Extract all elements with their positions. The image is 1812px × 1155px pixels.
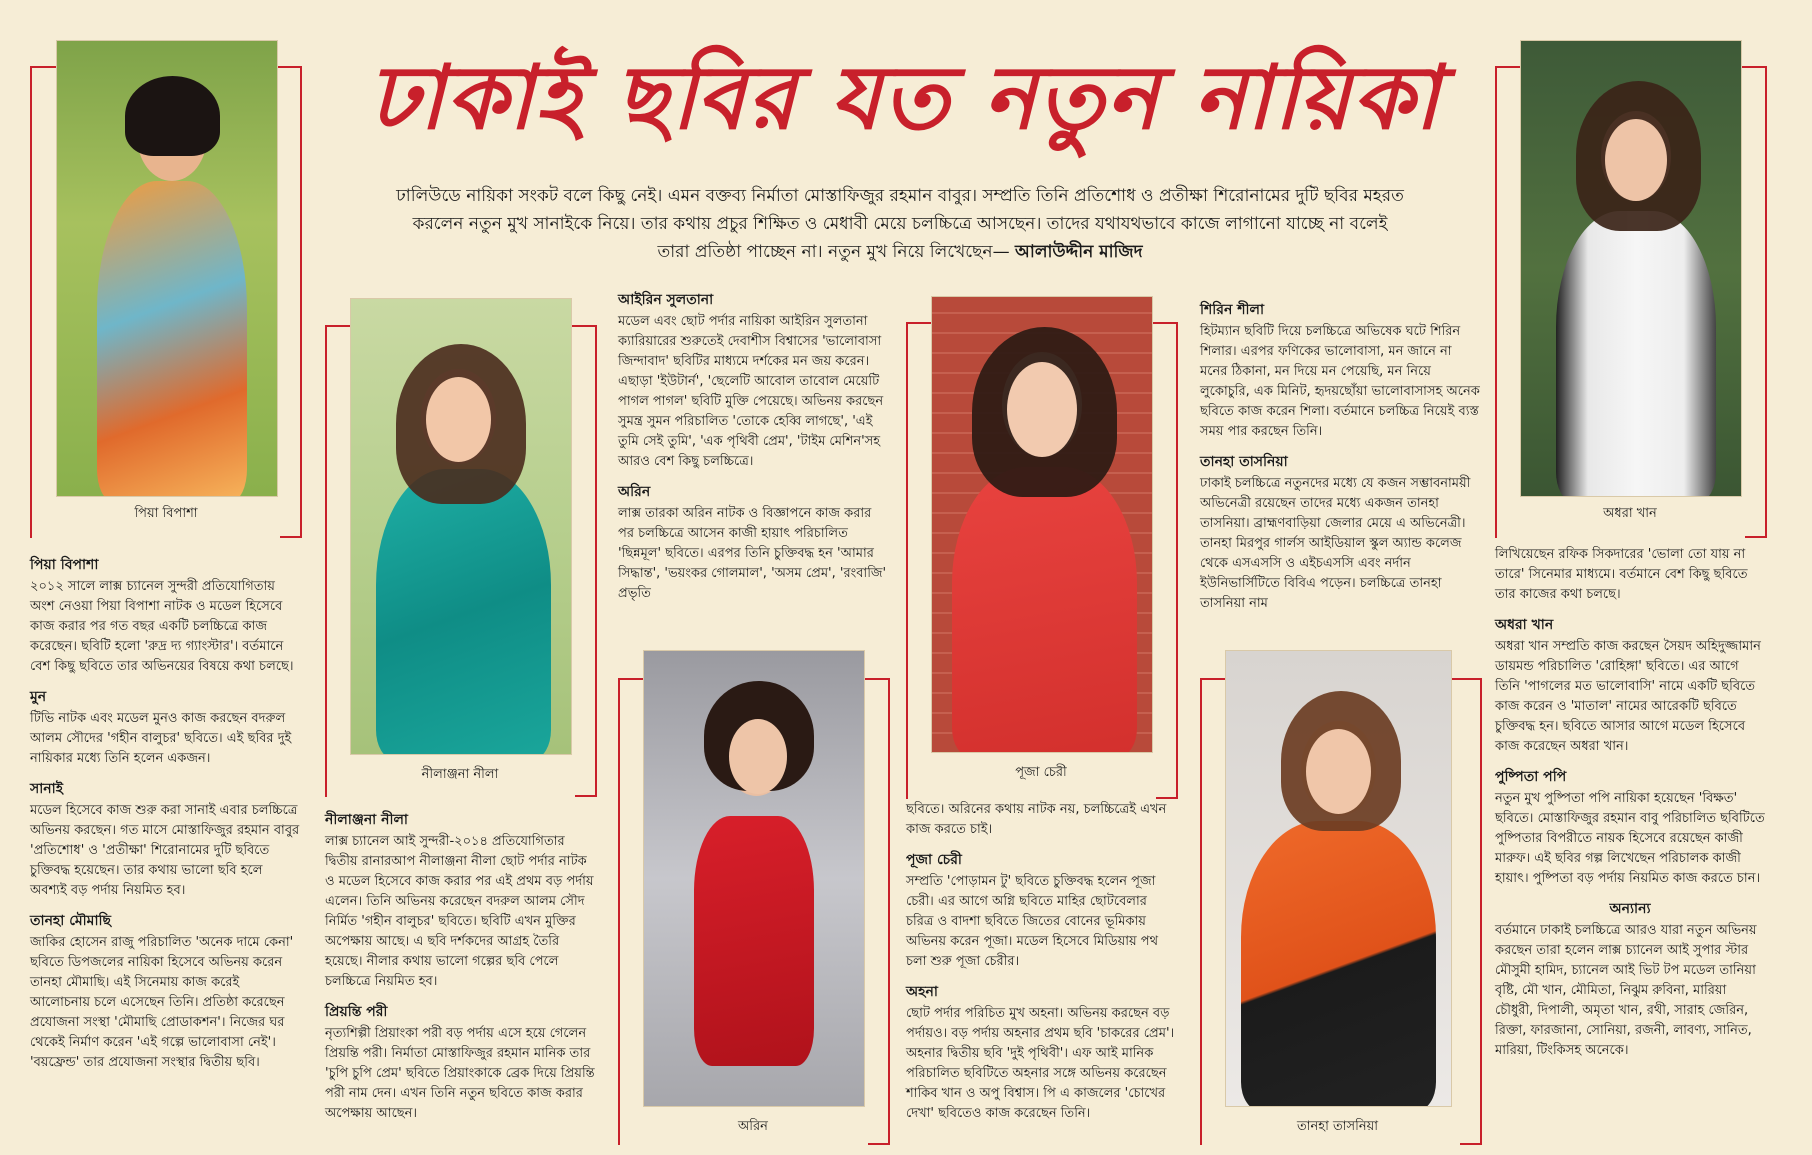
- article-title: আইরিন সুলতানা: [618, 292, 714, 308]
- column-3: [618, 280, 888, 610]
- article-body: মডেল হিসেবে কাজ শুরু করা সানাই এবার চলচ্চিত্রে অভিনয় করছেন। গত মাসে মোস্তাফিজুর রহমান বাবুর 'প্রতিশোধ' ও 'প্রতীক্ষা' শিরোনামের দুটি ছবিতে চুক্তিবদ্ধ হয়েছেন। তার কথায় ভালো ছবি হলে অবশ্যই বড় পর্দায় নিয়মিত হব।: [30, 803, 300, 898]
- column-1: [30, 545, 300, 1079]
- article-body: নতুন মুখ পুষ্পিতা পপি নায়িকা হয়েছেন 'বিক্ষত' ছবিতে। মোস্তাফিজুর রহমান বাবু পরিচালিত ছবিটিতে পুষ্পিতার বিপরীতে নায়ক হিসেবে রয়েছেন কাজী মারুফ। এই ছবির গল্প লিখেছেন পরিচালক কাজী হায়াৎ। পুষ্পিতা বড় পর্দায় নিয়মিত কাজ করতে চান।: [1495, 791, 1765, 886]
- photo-nilanjana: [350, 298, 572, 755]
- article-body: জাকির হোসেন রাজু পরিচালিত 'অনেক দামে কেনা' ছবিতে ডিপজলের নায়িকা হিসেবে অভিনয় করেন তানহা মৌমাছি। এই সিনেমায় কাজ করেই আলোচনায় চলে এসেছেন তিনি। প্রতিষ্ঠা করেছেন প্রযোজনা সংস্থা 'মৌমাছি প্রোডাকশন'। নিজের ঘর থেকেই নির্মাণ করেন 'এই গল্পে ভালোবাসা নেই'। 'বয়ফ্রেন্ড' তার প্রযোজনা সংস্থার দ্বিতীয় ছবি।: [30, 935, 294, 1070]
- intro-text: ঢালিউডে নায়িকা সংকট বলে কিছু নেই। এমন বক্তব্য নির্মাতা মোস্তাফিজুর রহমান বাবুর। সম্প্রতি তিনি প্রতিশোধ ও প্রতীক্ষা শিরোনামের দুটি ছবির মহরত করলেন নতুন মুখ সানাইকে নিয়ে। তার কথায় প্রচুর শিক্ষিত ও মেধাবী মেয়ে চলচ্চিত্রে আসছেন। তাদের যথাযথভাবে কাজে লাগানো যাচ্ছে না বলেই তারা প্রতিষ্ঠা পাচ্ছেন না। নতুন মুখ নিয়ে লিখেছেন—: [396, 186, 1404, 262]
- article-body: অধরা খান সম্প্রতি কাজ করছেন সৈয়দ অহিদুজ্জামান ডায়মন্ড পরিচালিত 'রোহিঙ্গা' ছবিতে। এর আগে তিনি 'পাগলের মত ভালোবাসি' নামে একটি ছবিতে কাজ করেন ও 'মাতাল' নামের আরেকটি ছবিতে চুক্তিবদ্ধ হন। ছবিতে আসার আগে মডেল হিসেবে কাজ করেছেন অধরা খান।: [1495, 639, 1761, 754]
- caption-tanha: তানহা তাসনিয়া: [1296, 1119, 1379, 1134]
- photo-orin: [643, 650, 865, 1107]
- article-body: ছোট পর্দার পরিচিত মুখ অহনা। অভিনয় করছেন বড় পর্দায়ও। বড় পর্দায় অহনার প্রথম ছবি 'চাকরের প্রেম'। অহনার দ্বিতীয় ছবি 'দুই পৃথিবী'। এফ আই মানিক পরিচালিত ছবিটিতে অহনার সঙ্গে অভিনয় করেছেন শাকিব খান ও অপু বিশ্বাস। পি এ কাজলের 'চোখের দেখা' ছবিতেও কাজ করেছেন তিনি।: [906, 1006, 1175, 1121]
- column-6: [1495, 545, 1765, 1067]
- article-body: টিভি নাটক এবং মডেল মুনও কাজ করছেন বদরুল আলম সৌদের 'গহীন বালুচর' ছবিতে। এই ছবির দুই নায়িকার মধ্যে তিনি হলেন একজন।: [30, 711, 292, 766]
- caption-adhora: অধরা খান: [1603, 506, 1657, 521]
- caption-puja: পূজা চেরী: [1015, 765, 1067, 780]
- column-5: [1200, 290, 1480, 620]
- article-body: ঢাকাই চলচ্চিত্রে নতুনদের মধ্যে যে কজন সম্ভাবনাময়ী অভিনেত্রী রয়েছেন তাদের মধ্যে একজন তানহা তাসনিয়া। ব্রাহ্মণবাড়িয়া জেলার মেয়ে এ অভিনেত্রী। তানহা মিরপুর গার্লস আইডিয়াল স্কুল অ্যান্ড কলেজ থেকে এসএসসি ও এইচএসসি এবং নর্দান ইউনিভার্সিটিতে বিবিএ পড়েন। চলচ্চিত্রে তানহা তাসনিয়া নাম: [1200, 476, 1471, 611]
- article-body: লাক্স তারকা অরিন নাটক ও বিজ্ঞাপনে কাজ করার পর চলচ্চিত্রে আসেন কাজী হায়াৎ পরিচালিত 'ছিন্নমূল' ছবিতে। এরপর তিনি চুক্তিবদ্ধ হন 'আমার সিদ্ধান্ত', 'ভয়ংকর গোলমাল', 'অসম প্রেম', 'রংবাজি' প্রভৃতি: [618, 506, 887, 601]
- column-4: [906, 800, 1176, 1130]
- article-body: বর্তমানে ঢাকাই চলচ্চিত্রে আরও যারা নতুন অভিনয় করছেন তারা হলেন লাক্স চ্যানেল আই সুপার স্টার মৌসুমী হামিদ, চ্যানেল আই ভিট টপ মডেল তানিয়া বৃষ্টি, মৌ খান, মৌমিতা, নিঝুম রুবিনা, মারিয়া চৌধুরী, দিপালী, অমৃতা খান, রথী, সারাহ জেরিন, রিক্তা, ফারজানা, সোনিয়া, রজনী, লাবণ্য, সানিত, মারিয়া, টিংকিসহ অনেকে।: [1495, 923, 1757, 1058]
- photo-frame-piya-right: [280, 66, 302, 538]
- intro-paragraph: [395, 182, 1405, 266]
- headline: ঢাকাই ছবির যত নতুন নায়িকা: [368, 46, 1442, 149]
- photo-frame-orin-right: [868, 678, 890, 1145]
- article-title: অহনা: [906, 984, 938, 1000]
- article-title: পিয়া বিপাশা: [30, 557, 99, 573]
- article-body: ২০১২ সালে লাক্স চ্যানেল সুন্দরী প্রতিযোগিতায় অংশ নেওয়া পিয়া বিপাশা নাটক ও মডেল হিসেবে কাজ করার পর গত বছর একটি চলচ্চিত্রে কাজ করেছেন। ছবিটি হলো 'রুদ্র দ্য গ্যাংস্টার'। বর্তমানে বেশ কিছু ছবিতে তার অভিনয়ের বিষয়ে কথা চলছে।: [30, 579, 294, 674]
- photo-adhora: [1520, 40, 1742, 497]
- article-body: মডেল এবং ছোট পর্দার নায়িকা আইরিন সুলতানা ক্যারিয়ারের শুরুতেই দেবাশীস বিশ্বাসের 'ভালোবাসা জিন্দাবাদ' ছবিটির মাধ্যমে দর্শকের মন জয় করেন। এছাড়া 'ইউটার্ন', 'ছেলেটি আবোল তাবোল মেয়েটি পাগল পাগল' ছবিটি মুক্তি পেয়েছে। অভিনয় করছেন সুমন্ত্র সুমন পরিচালিত 'তোকে হেব্বি লাগছে', 'এই তুমি সেই তুমি', 'এক পৃথিবী প্রেম', 'টাইম মেশিন'সহ আরও বেশ কিছু চলচ্চিত্রে।: [618, 314, 884, 469]
- article-body: নৃত্যশিল্পী প্রিয়াংকা পরী বড় পর্দায় এসে হয়ে গেলেন প্রিয়ন্তি পরী। নির্মাতা মোস্তাফিজুর রহমান মানিক তার 'চুপি চুপি প্রেম' ছবিতে প্রিয়াংকাকে ব্রেক দিয়ে প্রিয়ন্তি পরী নাম দেন। এখন তিনি নতুন ছবিতে কাজ করার অপেক্ষায় আছেন।: [325, 1026, 595, 1121]
- photo-frame-adhora-right: [1745, 66, 1767, 538]
- caption-orin: অরিন: [738, 1119, 768, 1134]
- column-2: [325, 800, 595, 1130]
- article-title: অন্যান্য: [1609, 901, 1651, 917]
- photo-piya: [56, 40, 278, 497]
- article-title: মুন: [30, 689, 47, 705]
- caption-piya: পিয়া বিপাশা: [134, 506, 198, 521]
- photo-frame-puja-right: [1156, 322, 1178, 799]
- photo-frame-tanha-right: [1460, 678, 1482, 1145]
- article-title: প্রিয়ন্তি পরী: [325, 1004, 388, 1020]
- article-body: লাক্স চ্যানেল আই সুন্দরী-২০১৪ প্রতিযোগিতার দ্বিতীয় রানারআপ নীলাঞ্জনা নীলা ছোট পর্দার নাটক ও মডেল হিসেবে কাজ করার পর এই প্রথম বড় পর্দায় এলেন। তিনি অভিনয় করেছেন বদরুল আলম সৌদ নির্মিত 'গহীন বালুচর' ছবিতে। ছবিটি এখন মুক্তির অপেক্ষায় আছে। এ ছবি দর্শকদের আগ্রহ তৈরি হয়েছে। নীলার কথায় ভালো গল্পের ছবি পেলে চলচ্চিত্রে নিয়মিত হব।: [325, 834, 594, 989]
- photo-puja: [931, 296, 1153, 753]
- article-body: সম্প্রতি 'পোড়ামন টু' ছবিতে চুক্তিবদ্ধ হলেন পূজা চেরী। এর আগে অগ্নি ছবিতে মাহির ছোটবেলার চরিত্র ও বাদশা ছবিতে জিতের বোনের ভূমিকায় অভিনয় করেন পূজা। মডেল হিসেবে মিডিয়ায় পথ চলা শুরু পূজা চেরীর।: [906, 874, 1159, 969]
- article-title: তানহা মৌমাছি: [30, 913, 111, 929]
- article-body: ছবিতে। অরিনের কথায় নাটক নয়, চলচ্চিত্রেই এখন কাজ করতে চাই।: [906, 802, 1167, 837]
- article-body: হিটম্যান ছবিটি দিয়ে চলচ্চিত্রে অভিষেক ঘটে শিরিন শিলার। এরপর ফণিকের ভালোবাসা, মন জানে না মনের ঠিকানা, মন দিয়ে মন পেয়েছি, মন নিয়ে লুকোচুরি, এক মিনিট, হৃদয়ছোঁয়া ভালোবাসাসহ অনেক ছবিতে কাজ করেন শিলা। বর্তমানে চলচ্চিত্র নিয়েই ব্যস্ত সময় পার করছেন তিনি।: [1200, 324, 1480, 439]
- photo-tanha: [1225, 650, 1452, 1107]
- article-title: পূজা চেরী: [906, 852, 962, 868]
- article-title: পুষ্পিতা পপি: [1495, 769, 1567, 785]
- article-title: শিরিন শীলা: [1200, 302, 1265, 318]
- article-title: তানহা তাসনিয়া: [1200, 454, 1288, 470]
- caption-nilanjana: নীলাঞ্জনা নীলা: [421, 767, 499, 782]
- article-title: সানাই: [30, 781, 64, 797]
- article-title: নীলাঞ্জনা নীলা: [325, 812, 408, 828]
- photo-frame-nilanjana-right: [575, 325, 597, 797]
- intro-author: আলাউদ্দীন মাজিদ: [1014, 242, 1143, 262]
- article-title: অরিন: [618, 484, 651, 500]
- article-body: লিখিয়েছেন রফিক সিকদারের 'ভোলা তো যায় না তারে' সিনেমার মাধ্যমে। বর্তমানে বেশ কিছু ছবিতে তার কাজের কথা চলছে।: [1495, 547, 1748, 602]
- article-title: অধরা খান: [1495, 617, 1554, 633]
